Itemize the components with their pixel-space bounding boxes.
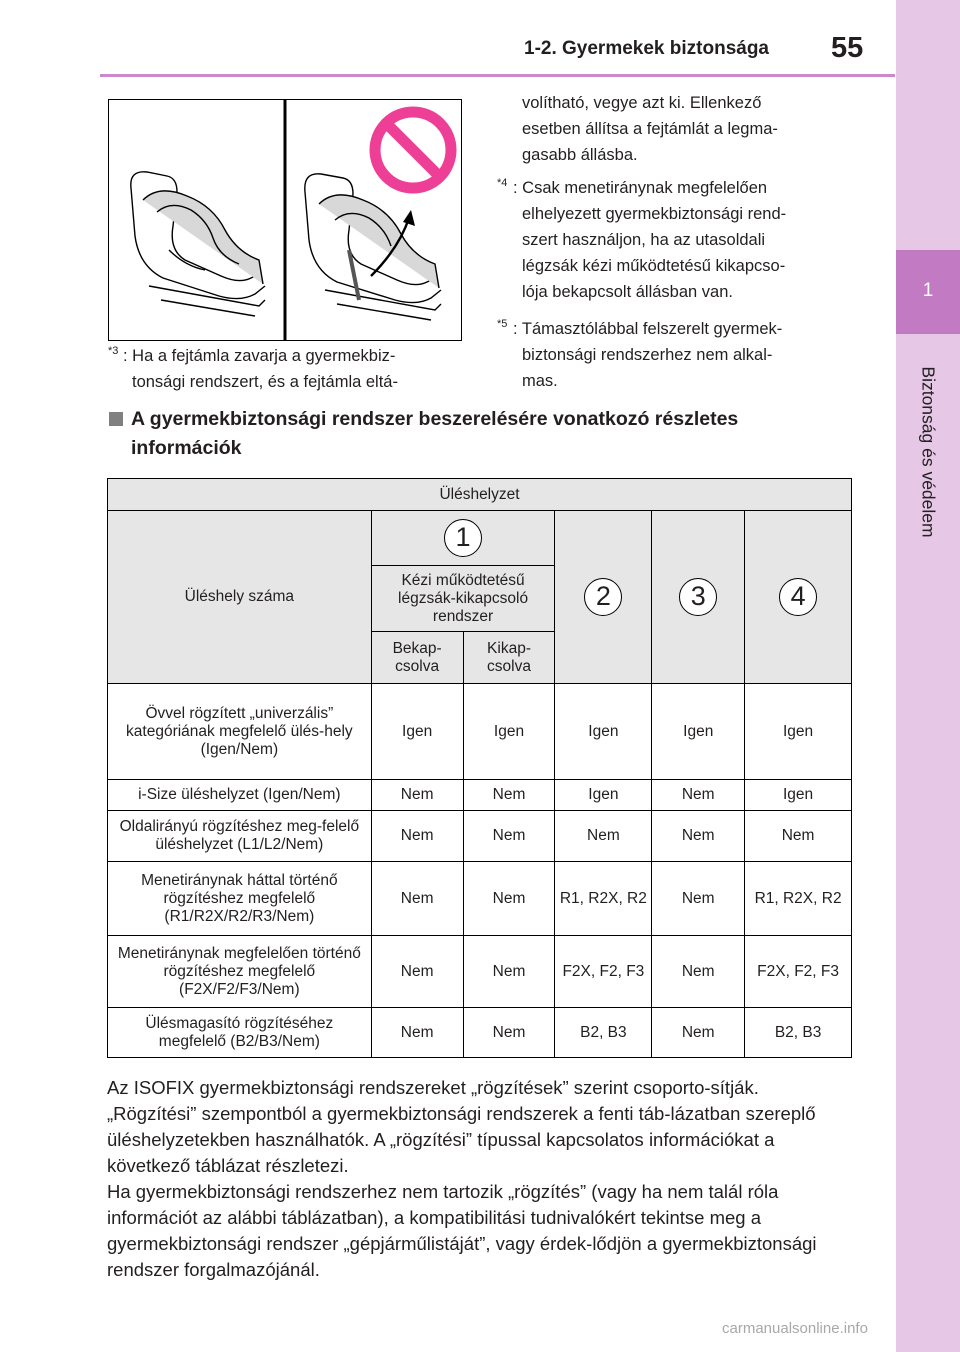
seat-2-number: 2: [584, 578, 622, 616]
table-row: [108, 862, 852, 936]
watermark: carmanualsonline.info: [722, 1320, 868, 1337]
cell-on: Nem: [371, 780, 463, 811]
footnote-4-line-2: elhelyezett gyermekbiztonsági rend-: [522, 205, 787, 223]
cell-on: Nem: [371, 1008, 463, 1058]
section-bullet-icon: [109, 412, 123, 426]
prohibition-icon: [375, 112, 451, 188]
cell-on: Nem: [371, 936, 463, 1008]
footnote-5-line-2: biztonsági rendszerhez nem alkal-: [522, 346, 773, 364]
table-row: [108, 684, 852, 780]
cell-seat-4: Nem: [745, 811, 852, 862]
footnote-4-line-5: lója bekapcsolt állásban van.: [522, 283, 733, 301]
seat-1-cell: [371, 511, 555, 566]
cell-on: Nem: [371, 862, 463, 936]
cell-seat-3: Nem: [652, 780, 745, 811]
body-paragraph-2: Ha gyermekbiztonsági rendszerhez nem tartozik „rögzítés” (vagy ha nem talál róla információt az alábbi táblázatban), a kompatibilitási tudnivalókért tekintse meg a gyermekbiztonsági rendszer „gépjárműlistáját”, vagy érdek-lődjön a gyermekbiztonsági rendszer forgalmazójánál.: [107, 1181, 817, 1280]
table-row: [108, 936, 852, 1008]
table-row: [108, 811, 852, 862]
cell-seat-4: F2X, F2, F3: [745, 936, 852, 1008]
seat-3-cell: [652, 511, 745, 684]
header-title: 1-2. Gyermekek biztonsága: [524, 38, 769, 59]
page-number: 55: [831, 32, 864, 64]
seat-3-number: 3: [679, 578, 717, 616]
seating-position-header: Üléshelyzet: [108, 479, 852, 511]
cell-seat-3: Nem: [652, 811, 745, 862]
seat-1-number: 1: [444, 519, 482, 557]
body-text: [107, 1075, 852, 1283]
seat-2-cell: [555, 511, 652, 684]
arrowhead: [403, 210, 415, 226]
table-row: [108, 1008, 852, 1058]
right-seat-drawing: [305, 174, 441, 320]
footnote-5-mark: *5: [497, 318, 508, 330]
footnote-5-line-1: : Támasztólábbal felszerelt gyermek-: [513, 320, 783, 338]
left-seat-drawing: [131, 172, 265, 316]
switch-on-label: Bekap- csolva: [371, 632, 463, 684]
cell-off: Nem: [463, 780, 555, 811]
row-label: i-Size üléshelyzet (Igen/Nem): [108, 780, 372, 811]
chapter-number: 1: [922, 280, 934, 301]
body-paragraph-1: Az ISOFIX gyermekbiztonsági rendszereket „rögzítések” szerint csoporto-sítják. „Rögzítési” szempontból a gyermekbiztonsági rendszerek a fenti táb-lázatban szereplő üléshelyzetekben használhatók. A „rögzítési” típussal kapcsolatos információkat a következő táblázat részletezi.: [107, 1077, 816, 1176]
airbag-switch-label: Kézi működtetésű légzsák-kikapcsoló rendszer: [371, 566, 555, 632]
footnote-4-mark: *4: [497, 177, 508, 189]
footnote-3-cont-line-1: volítható, vegye azt ki. Ellenkező: [522, 94, 762, 112]
footnote-3: [108, 343, 460, 395]
cell-seat-2: Igen: [555, 780, 652, 811]
seat-4-cell: [745, 511, 852, 684]
footnote-4-line-4: légzsák kézi működtetésű kikapcso-: [522, 257, 786, 275]
row-label: Ülésmagasító rögzítéséhez megfelelő (B2/B3/Nem): [108, 1008, 372, 1058]
cell-off: Nem: [463, 1008, 555, 1058]
footnote-4-line-1: : Csak menetiránynak megfelelően: [513, 179, 768, 197]
row-label: Övvel rögzített „univerzális” kategóriának megfelelő ülés-hely (Igen/Nem): [108, 684, 372, 780]
row-label: Oldalirányú rögzítéshez meg-felelő üléshelyzet (L1/L2/Nem): [108, 811, 372, 862]
footnote-3-line-2: tonsági rendszert, és a fejtámla eltá-: [132, 373, 398, 391]
cell-seat-2: Igen: [555, 684, 652, 780]
row-label: Menetiránynak háttal történő rögzítéshez megfelelő (R1/R2X/R2/R3/Nem): [108, 862, 372, 936]
cell-seat-2: R1, R2X, R2: [555, 862, 652, 936]
cell-seat-3: Nem: [652, 936, 745, 1008]
cell-seat-4: Igen: [745, 780, 852, 811]
footnote-4-line-3: szert használjon, ha az utasoldali: [522, 231, 766, 249]
cell-seat-2: F2X, F2, F3: [555, 936, 652, 1008]
cell-seat-3: Nem: [652, 1008, 745, 1058]
seat-number-label: Üléshely száma: [108, 511, 372, 684]
cell-seat-3: Nem: [652, 862, 745, 936]
seat-4-number: 4: [779, 578, 817, 616]
chapter-sidebar: [896, 0, 960, 1352]
cell-seat-4: R1, R2X, R2: [745, 862, 852, 936]
footnote-3-cont-line-2: esetben állítsa a fejtámlát a legma-: [522, 120, 778, 138]
cell-seat-3: Igen: [652, 684, 745, 780]
cell-seat-2: B2, B3: [555, 1008, 652, 1058]
chapter-title: Biztonság és védelem: [918, 366, 939, 538]
cell-seat-4: Igen: [745, 684, 852, 780]
header-rule: [100, 74, 895, 77]
footnote-3-cont-line-3: gasabb állásba.: [522, 146, 638, 164]
cell-off: Nem: [463, 811, 555, 862]
table-row: [108, 780, 852, 811]
cell-off: Nem: [463, 936, 555, 1008]
switch-off-label: Kikap- csolva: [463, 632, 555, 684]
cell-seat-2: Nem: [555, 811, 652, 862]
footnote-5-line-3: mas.: [522, 372, 558, 390]
row-label: Menetiránynak megfelelően történő rögzítéshez megfelelő (F2X/F2/F3/Nem): [108, 936, 372, 1008]
cell-on: Nem: [371, 811, 463, 862]
cell-on-extra: Igen: [371, 684, 463, 780]
child-seat-illustration: [108, 99, 462, 341]
footnote-3-line-1: : Ha a fejtámla zavarja a gyermekbiz-: [123, 347, 396, 365]
chapter-tab: [896, 250, 960, 334]
cell-off: Nem: [463, 862, 555, 936]
isofix-position-table: [107, 478, 852, 1058]
child-seat-drawing: [109, 100, 461, 340]
cell-on: Igen: [463, 684, 555, 780]
cell-seat-4: B2, B3: [745, 1008, 852, 1058]
section-title: A gyermekbiztonsági rendszer beszerelésére vonatkozó részletes információk: [131, 408, 739, 459]
footnote-3-mark: *3: [108, 345, 119, 357]
